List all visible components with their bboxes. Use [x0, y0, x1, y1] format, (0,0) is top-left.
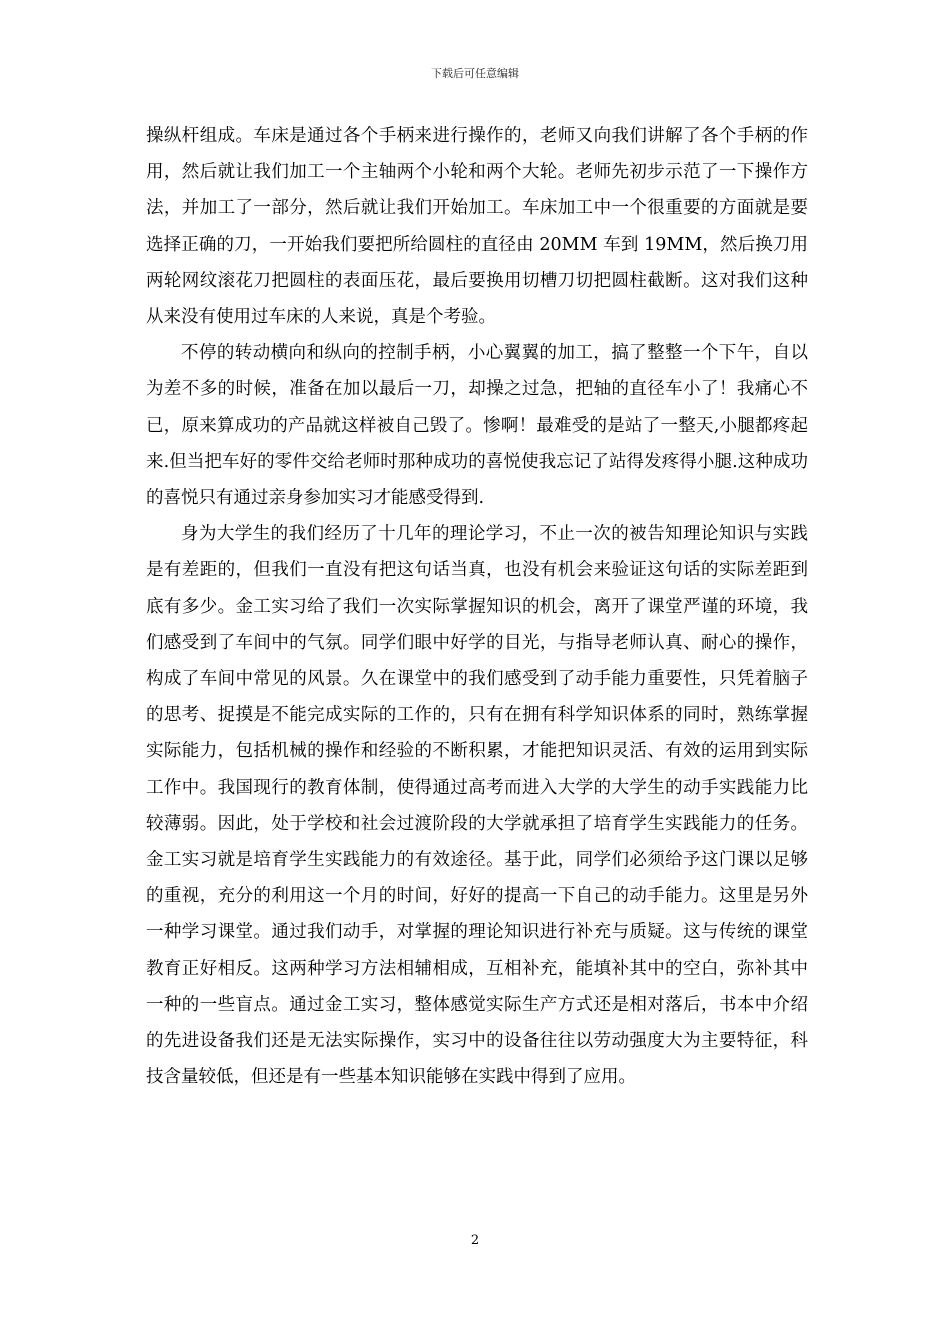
paragraph: 不停的转动横向和纵向的控制手柄，小心翼翼的加工，搞了整整一个下午，自以为差不多的时候，准备在加以最后一刀，却操之过急，把轴的直径车小了！我痛心不已，原来算成功的产品就这样被自己毁了。惨啊！最难受的是站了一整天,小腿都疼起来.但当把车好的零件交给老师时那种成功的喜悦使我忘记了站得发疼得小腿.这种成功的喜悦只有通过亲身参加实习才能感受得到. [146, 343, 808, 509]
paragraph-continued: 操纵杆组成。车床是通过各个手柄来进行操作的，老师又向我们讲解了各个手柄的作用，然后就让我们加工一个主轴两个小轮和两个大轮。老师先初步示范了一下操作方法，并加工了一部分，然后就让我们开始加工。车床加工中一个很重要的方面就是要选择正确的刀，一开始我们要把所给圆柱的直径由 20MM 车到 19MM，然后换刀用两轮网纹滚花刀把圆柱的表面压花，最后要换用切槽刀切把圆柱截断。这对我们这种从来没有使用过车床的人来说，真是个考验。 [146, 126, 808, 328]
body-text [146, 118, 808, 1095]
page-number: 2 [470, 1233, 480, 1248]
page-header: 下载后可任意编辑 [431, 67, 519, 80]
paragraph: 身为大学生的我们经历了十几年的理论学习，不止一次的被告知理论知识与实践是有差距的，但我们一直没有把这句话当真，也没有机会来验证这句话的实际差距到底有多少。金工实习给了我们一次实际掌握知识的机会，离开了课堂严谨的环境，我们感受到了车间中的气氛。同学们眼中好学的目光，与指导老师认真、耐心的操作，构成了车间中常见的风景。久在课堂中的我们感受到了动手能力重要性，只凭着脑子的思考、捉摸是不能完成实际的工作的，只有在拥有科学知识体系的同时，熟练掌握实际能力，包括机械的操作和经验的不断积累，才能把知识灵活、有效的运用到实际工作中。我国现行的教育体制，使得通过高考而进入大学的大学生的动手实践能力比较薄弱。因此，处于学校和社会过渡阶段的大学就承担了培育学生实践能力的任务。金工实习就是培育学生实践能力的有效途径。基于此，同学们必须给予这门课以足够的重视，充分的利用这一个月的时间，好好的提高一下自己的动手能力。这里是另外一种学习课堂。通过我们动手，对掌握的理论知识进行补充与质疑。这与传统的课堂教育正好相反。这两种学习方法相辅相成，互相补充，能填补其中的空白，弥补其中一种的一些盲点。通过金工实习，整体感觉实际生产方式还是相对落后，书本中介绍的先进设备我们还是无法实际操作，实习中的设备往往以劳动强度大为主要特征，科技含量较低，但还是有一些基本知识能够在实践中得到了应用。 [146, 524, 808, 1088]
